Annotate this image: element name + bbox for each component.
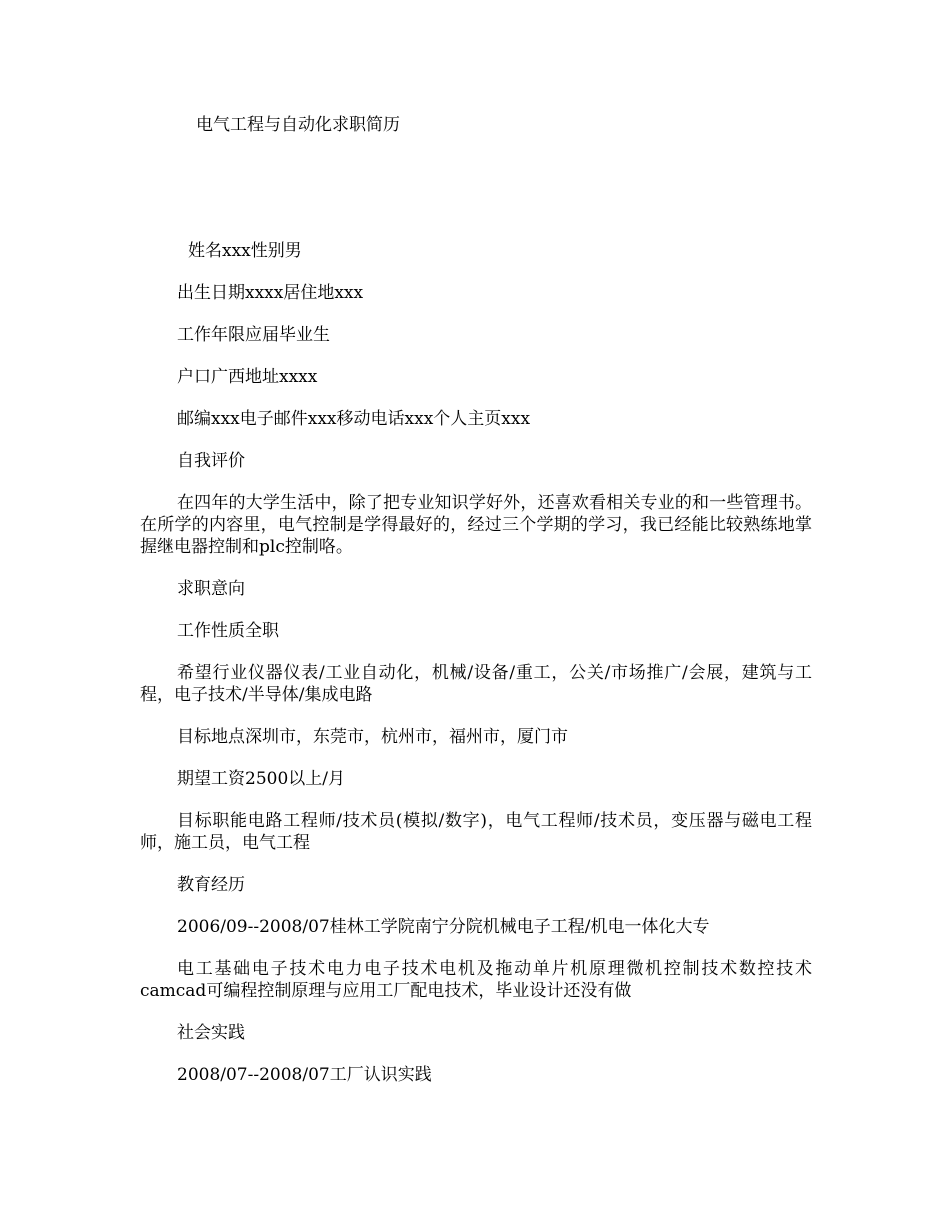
paragraph-salary: 期望工资2500以上/月 (177, 769, 345, 789)
document-title: 电气工程与自动化求职简历 (196, 115, 400, 135)
paragraph-birth-residence: 出生日期xxxx居住地xxx (177, 283, 364, 303)
paragraph-hukou-address: 户口广西地址xxxx (177, 367, 318, 387)
paragraph-contact: 邮编xxx电子邮件xxx移动电话xxx个人主页xxx (177, 409, 531, 429)
paragraph-target-roles: 目标职能电路工程师/技术员(模拟/数字)，电气工程师/技术员，变压器与磁电工程师，施工员，电气工程 (140, 811, 812, 853)
paragraph-self-evaluation: 在四年的大学生活中，除了把专业知识学好外，还喜欢看相关专业的和一些管理书。在所学的内容里，电气控制是学得最好的，经过三个学期的学习，我已经能比较熟练地掌握继电器控制和plc控制咯。 (140, 493, 812, 557)
document-body (140, 240, 812, 1106)
paragraph-work-years: 工作年限应届毕业生 (177, 325, 330, 345)
paragraph-practice-entry: 2008/07--2008/07工厂认识实践 (177, 1065, 432, 1085)
paragraph-education-entry: 2006/09--2008/07桂林工学院南宁分院机械电子工程/机电一体化大专 (177, 917, 710, 937)
heading-job-intention: 求职意向 (177, 579, 245, 599)
paragraph-industries: 希望行业仪器仪表/工业自动化，机械/设备/重工，公关/市场推广/会展，建筑与工程，电子技术/半导体/集成电路 (140, 663, 812, 705)
paragraph-work-type: 工作性质全职 (177, 621, 279, 641)
heading-self-evaluation: 自我评价 (177, 451, 245, 471)
paragraph-courses: 电工基础电子技术电力电子技术电机及拖动单片机原理微机控制技术数控技术camcad可编程控制原理与应用工厂配电技术，毕业设计还没有做 (140, 959, 812, 1001)
heading-education: 教育经历 (177, 875, 245, 895)
heading-social-practice: 社会实践 (177, 1023, 245, 1043)
paragraph-locations: 目标地点深圳市，东莞市，杭州市，福州市，厦门市 (177, 727, 568, 747)
paragraph-name-gender: 姓名xxx性别男 (188, 241, 302, 261)
